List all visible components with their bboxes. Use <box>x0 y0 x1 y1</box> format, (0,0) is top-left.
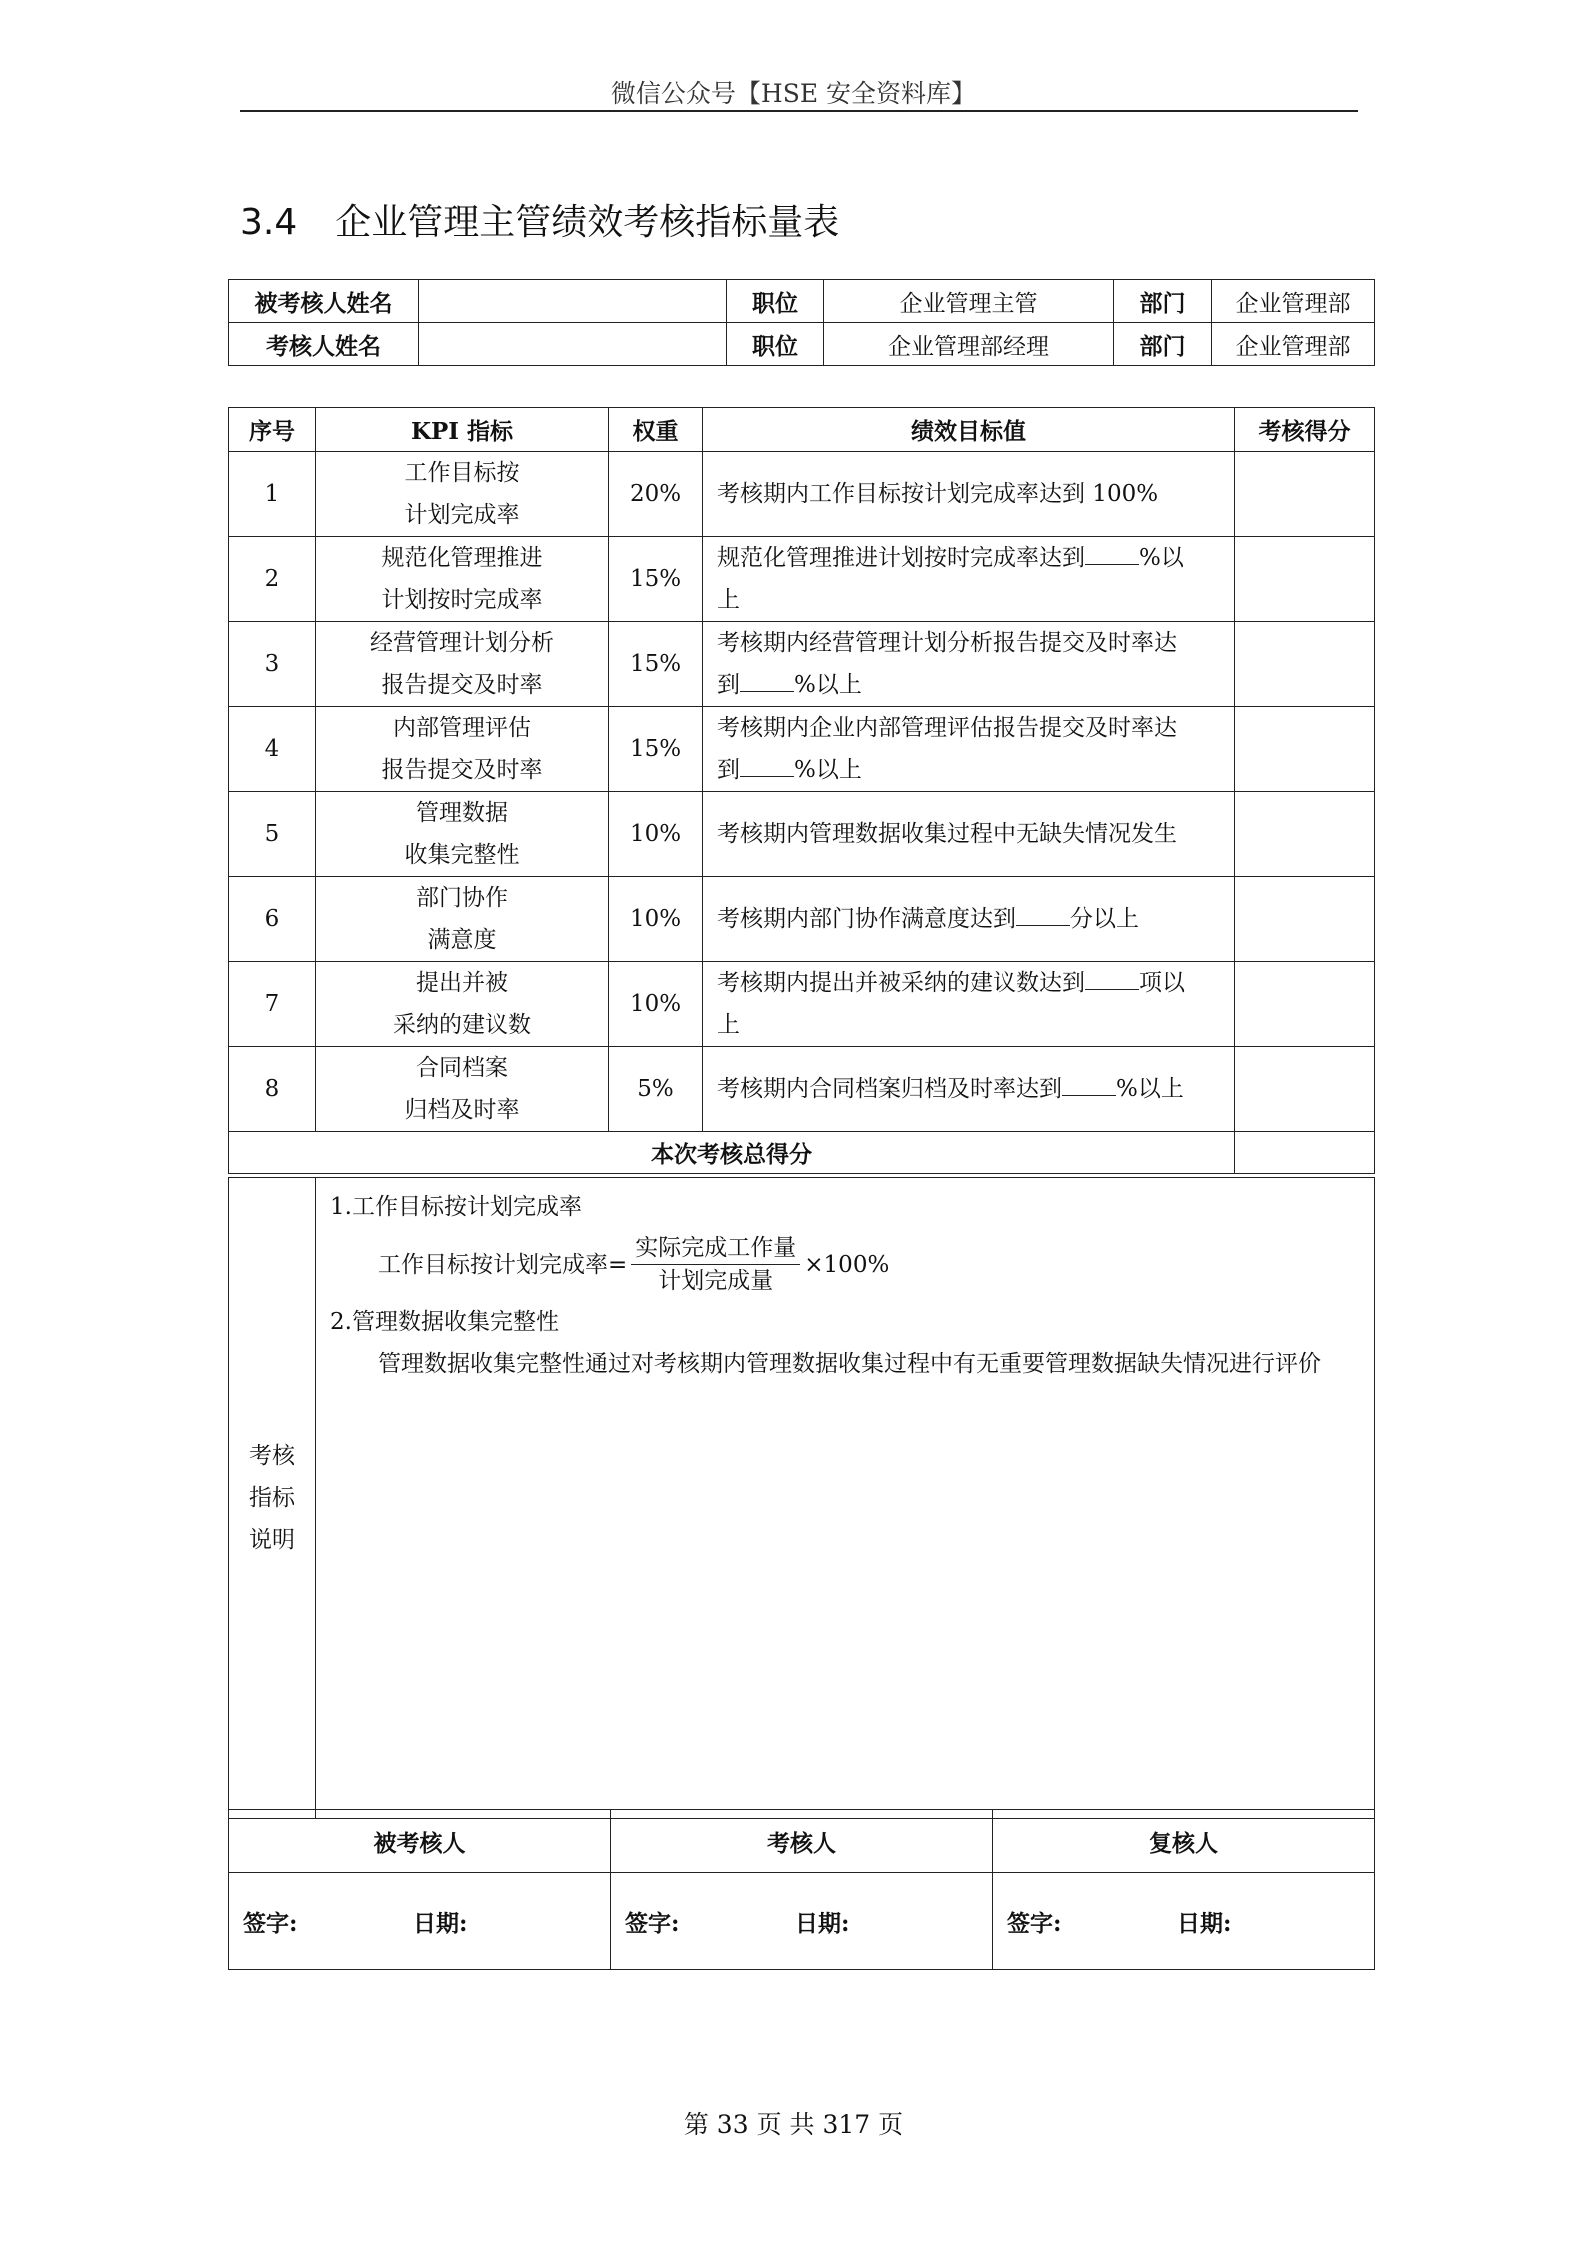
kpi-line: 报告提交及时率 <box>381 672 543 698</box>
seq-cell: 4 <box>229 707 316 792</box>
kpi-cell <box>316 622 609 707</box>
target-text: 考核期内部门协作满意度达到 <box>717 906 1016 932</box>
target-text: %以上 <box>794 757 862 783</box>
weight-cell: 10% <box>609 792 703 877</box>
weight-cell: 20% <box>609 452 703 537</box>
target-cell <box>703 537 1235 622</box>
signature-cell[interactable] <box>229 1873 611 1970</box>
target-cell <box>703 1047 1235 1132</box>
signature-cell[interactable] <box>611 1873 993 1970</box>
seq-cell: 2 <box>229 537 316 622</box>
fill-blank <box>740 671 794 692</box>
kpi-cell <box>316 962 609 1047</box>
appraiser-department: 企业管理部 <box>1212 323 1375 366</box>
score-cell[interactable] <box>1235 622 1375 707</box>
appraisee-department: 企业管理部 <box>1212 280 1375 323</box>
header-score: 考核得分 <box>1235 408 1375 452</box>
kpi-line: 工作目标按 <box>404 460 520 486</box>
score-cell[interactable] <box>1235 962 1375 1047</box>
position-label: 职位 <box>727 280 824 323</box>
kpi-cell <box>316 537 609 622</box>
target-text: 上 <box>717 1012 740 1038</box>
target-cell <box>703 877 1235 962</box>
fill-blank <box>1016 905 1070 926</box>
note-item-body: 管理数据收集完整性通过对考核期内管理数据收集过程中有无重要管理数据缺失情况进行评价 <box>378 1351 1321 1377</box>
appraisee-name-label: 被考核人姓名 <box>229 280 419 323</box>
sign-label: 签字: <box>1007 1909 1062 1937</box>
info-row-appraiser <box>229 323 1375 366</box>
appraisee-name-field[interactable] <box>419 280 727 323</box>
signer-reviewer: 复核人 <box>993 1810 1375 1873</box>
weight-cell: 5% <box>609 1047 703 1132</box>
seq-cell: 7 <box>229 962 316 1047</box>
target-text: 上 <box>717 587 740 613</box>
kpi-cell <box>316 877 609 962</box>
target-text: 考核期内企业内部管理评估报告提交及时率达 <box>717 715 1177 741</box>
appraiser-name-label: 考核人姓名 <box>229 323 419 366</box>
target-cell <box>703 707 1235 792</box>
seq-cell: 3 <box>229 622 316 707</box>
fill-blank <box>740 756 794 777</box>
total-score-cell[interactable] <box>1235 1132 1375 1174</box>
kpi-line: 计划按时完成率 <box>381 587 543 613</box>
weight-cell: 15% <box>609 707 703 792</box>
kpi-line: 收集完整性 <box>404 842 520 868</box>
score-cell[interactable] <box>1235 792 1375 877</box>
target-text: 分以上 <box>1070 906 1139 932</box>
section-title <box>240 194 839 245</box>
signature-row <box>229 1873 1375 1970</box>
appraiser-position: 企业管理部经理 <box>824 323 1114 366</box>
header-seq: 序号 <box>229 408 316 452</box>
kpi-line: 归档及时率 <box>404 1097 520 1123</box>
weight-cell: 10% <box>609 962 703 1047</box>
fill-blank <box>1062 1075 1116 1096</box>
sign-label: 签字: <box>243 1909 298 1937</box>
kpi-table <box>228 407 1375 1174</box>
header-divider <box>240 110 1358 112</box>
notes-label-line: 指标 <box>249 1485 295 1511</box>
table-row <box>229 792 1375 877</box>
target-cell <box>703 962 1235 1047</box>
notes-table <box>228 1177 1375 1819</box>
score-cell[interactable] <box>1235 877 1375 962</box>
target-text: 规范化管理推进计划按时完成率达到 <box>717 545 1085 571</box>
score-cell[interactable] <box>1235 537 1375 622</box>
table-row <box>229 622 1375 707</box>
weight-cell: 10% <box>609 877 703 962</box>
seq-cell: 1 <box>229 452 316 537</box>
date-label: 日期: <box>795 1909 850 1937</box>
score-cell[interactable] <box>1235 707 1375 792</box>
total-score-label: 本次考核总得分 <box>229 1132 1235 1174</box>
kpi-line: 管理数据 <box>416 800 508 826</box>
notes-label <box>229 1178 316 1819</box>
signature-table <box>228 1809 1375 1970</box>
target-text: 考核期内提出并被采纳的建议数达到 <box>717 970 1085 996</box>
kpi-line: 计划完成率 <box>404 502 520 528</box>
note-item-title: 1.工作目标按计划完成率 <box>330 1194 582 1220</box>
kpi-line: 采纳的建议数 <box>393 1012 531 1038</box>
target-text: %以上 <box>794 672 862 698</box>
date-label: 日期: <box>413 1909 468 1937</box>
formula-fraction <box>631 1232 800 1297</box>
seq-cell: 6 <box>229 877 316 962</box>
table-row <box>229 452 1375 537</box>
kpi-line: 提出并被 <box>416 970 508 996</box>
seq-cell: 5 <box>229 792 316 877</box>
formula-denominator: 计划完成量 <box>658 1268 774 1294</box>
target-text: %以上 <box>1116 1076 1184 1102</box>
header-target: 绩效目标值 <box>703 408 1235 452</box>
kpi-line: 合同档案 <box>416 1055 508 1081</box>
seq-cell: 8 <box>229 1047 316 1132</box>
target-text: 项以 <box>1139 970 1185 996</box>
header-kpi: KPI 指标 <box>316 408 609 452</box>
page-header: 微信公众号【HSE 安全资料库】 <box>610 79 977 108</box>
signer-appraiser: 考核人 <box>611 1810 993 1873</box>
score-cell[interactable] <box>1235 1047 1375 1132</box>
weight-cell: 15% <box>609 537 703 622</box>
table-row <box>229 1047 1375 1132</box>
formula <box>378 1232 1362 1297</box>
target-text: 到 <box>717 672 740 698</box>
kpi-line: 规范化管理推进 <box>381 545 543 571</box>
formula-left: 工作目标按计划完成率= <box>378 1251 628 1278</box>
score-cell[interactable] <box>1235 452 1375 537</box>
formula-numerator: 实际完成工作量 <box>631 1232 800 1265</box>
target-cell <box>703 792 1235 877</box>
header-weight: 权重 <box>609 408 703 452</box>
signature-cell[interactable] <box>993 1873 1375 1970</box>
kpi-line: 报告提交及时率 <box>381 757 543 783</box>
target-text: 考核期内管理数据收集过程中无缺失情况发生 <box>717 821 1177 847</box>
note-item-title: 2.管理数据收集完整性 <box>330 1309 559 1335</box>
fill-blank <box>1085 969 1139 990</box>
table-row <box>229 707 1375 792</box>
department-label: 部门 <box>1114 323 1212 366</box>
date-label: 日期: <box>1177 1909 1232 1937</box>
total-row <box>229 1132 1375 1174</box>
kpi-cell <box>316 707 609 792</box>
notes-row <box>229 1178 1375 1819</box>
appraisee-position: 企业管理主管 <box>824 280 1114 323</box>
notes-body <box>316 1178 1375 1819</box>
page-footer: 第 33 页 共 317 页 <box>683 2110 904 2139</box>
target-cell <box>703 452 1235 537</box>
notes-label-line: 说明 <box>249 1527 295 1553</box>
formula-right: ×100% <box>804 1251 890 1278</box>
section-number: 3.4 <box>240 202 298 243</box>
sign-label: 签字: <box>625 1909 680 1937</box>
target-text: %以 <box>1139 545 1184 571</box>
department-label: 部门 <box>1114 280 1212 323</box>
info-row-appraisee <box>229 280 1375 323</box>
kpi-line: 部门协作 <box>416 885 508 911</box>
fill-blank <box>1085 544 1139 565</box>
position-label: 职位 <box>727 323 824 366</box>
notes-label-line: 考核 <box>249 1443 295 1469</box>
kpi-line: 经营管理计划分析 <box>370 630 554 656</box>
kpi-cell <box>316 452 609 537</box>
kpi-line: 内部管理评估 <box>393 715 531 741</box>
target-text: 考核期内经营管理计划分析报告提交及时率达 <box>717 630 1177 656</box>
kpi-header-row <box>229 408 1375 452</box>
kpi-cell <box>316 792 609 877</box>
target-text: 考核期内工作目标按计划完成率达到 100% <box>717 481 1159 507</box>
signer-appraisee: 被考核人 <box>229 1810 611 1873</box>
target-cell <box>703 622 1235 707</box>
target-text: 考核期内合同档案归档及时率达到 <box>717 1076 1062 1102</box>
appraiser-name-field[interactable] <box>419 323 727 366</box>
table-row <box>229 877 1375 962</box>
table-row <box>229 962 1375 1047</box>
kpi-line: 满意度 <box>427 927 497 953</box>
signature-header-row <box>229 1810 1375 1873</box>
info-table <box>228 279 1375 366</box>
target-text: 到 <box>717 757 740 783</box>
table-row <box>229 537 1375 622</box>
weight-cell: 15% <box>609 622 703 707</box>
kpi-cell <box>316 1047 609 1132</box>
section-title-text: 企业管理主管绩效考核指标量表 <box>335 202 840 243</box>
